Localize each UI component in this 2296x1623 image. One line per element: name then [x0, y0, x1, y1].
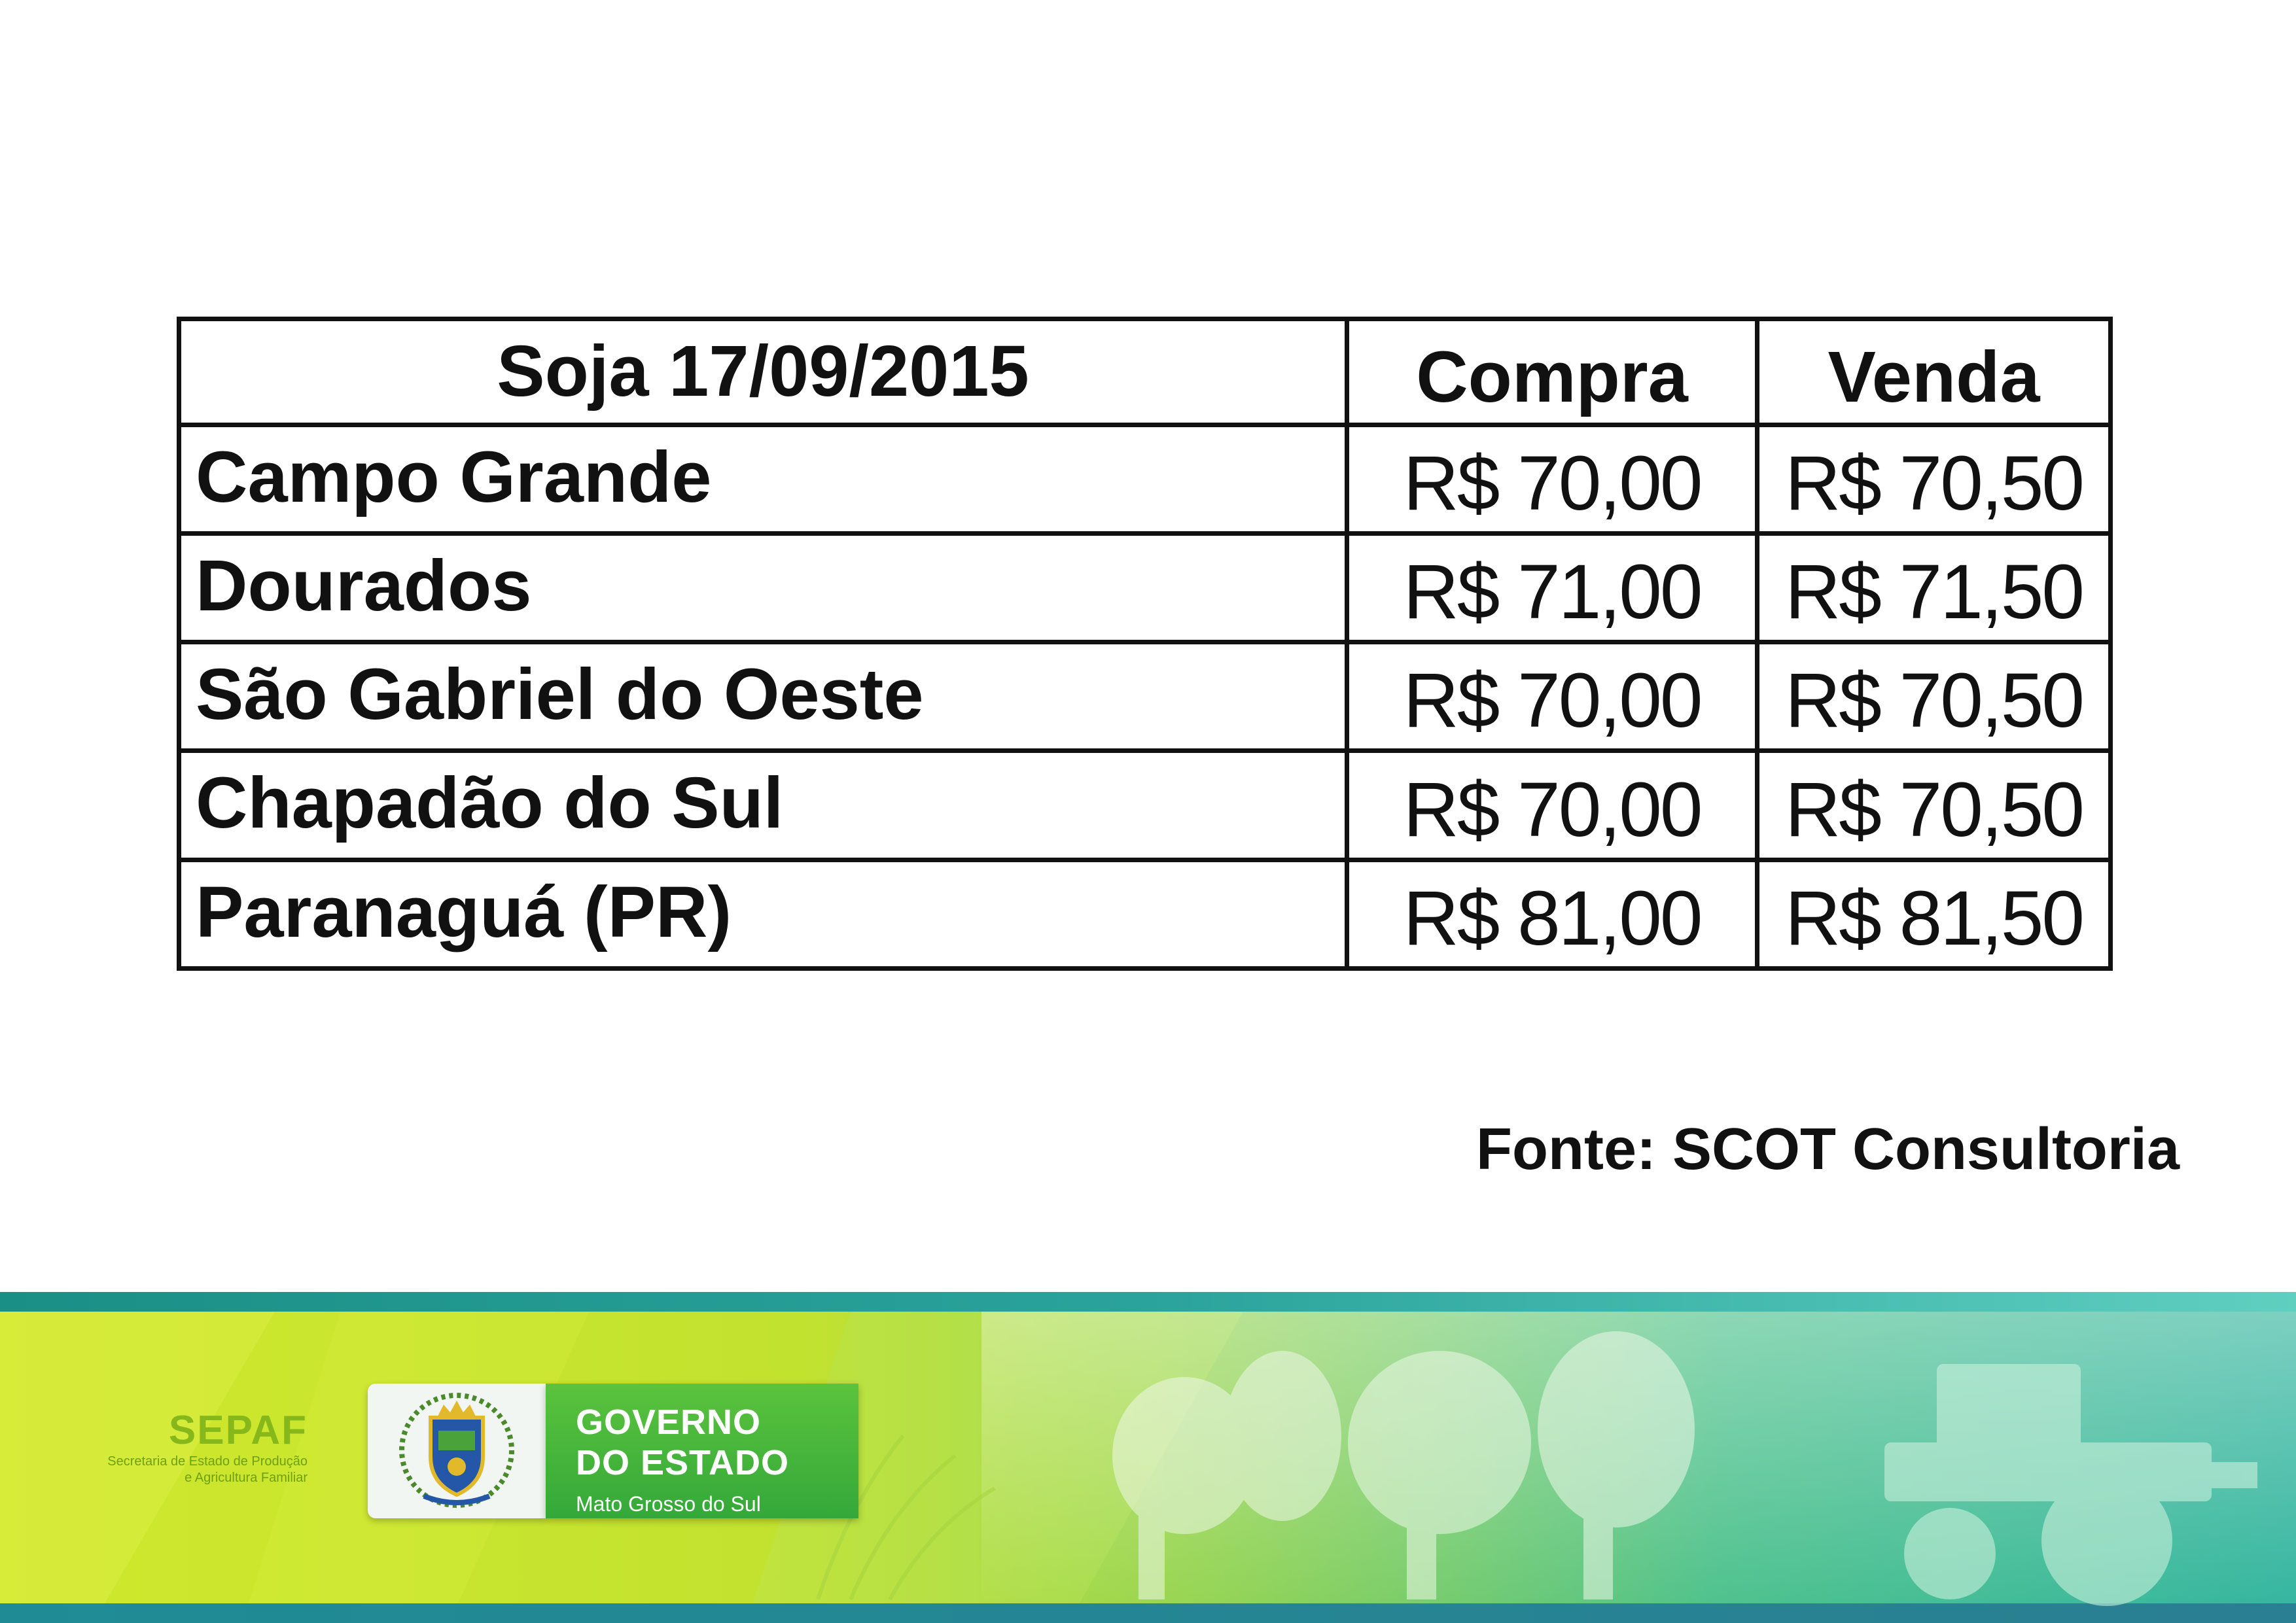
row-venda: R$ 70,50: [1757, 751, 2111, 860]
row-city: Paranaguá (PR): [179, 860, 1347, 968]
state-coat-of-arms-icon: [398, 1391, 516, 1509]
government-logo: [546, 1384, 858, 1518]
table-row: [179, 425, 2111, 533]
table-header-row: [179, 319, 2111, 425]
table-row: [179, 642, 2111, 751]
source-credit: Fonte: SCOT Consultoria: [1476, 1117, 2180, 1182]
table-row: [179, 860, 2111, 968]
sepaf-subtitle-line1: Secretaria de Estado de Produção: [107, 1454, 308, 1469]
row-city: Campo Grande: [179, 425, 1347, 533]
state-crest-panel: [368, 1384, 546, 1518]
row-venda: R$ 71,50: [1757, 533, 2111, 642]
table-row: [179, 533, 2111, 642]
row-venda: R$ 70,50: [1757, 425, 2111, 533]
row-city: São Gabriel do Oeste: [179, 642, 1347, 751]
gov-line-2: DO ESTADO: [576, 1443, 790, 1483]
row-compra: R$ 81,00: [1347, 860, 1757, 968]
table-row: [179, 751, 2111, 860]
row-venda: R$ 81,50: [1757, 860, 2111, 968]
sepaf-title: SEPAF: [168, 1408, 308, 1453]
sepaf-logo: [26, 1407, 308, 1486]
row-compra: R$ 71,00: [1347, 533, 1757, 642]
row-city: Chapadão do Sul: [179, 751, 1347, 860]
header-venda: Venda: [1757, 319, 2111, 425]
header-commodity-date: Soja 17/09/2015: [179, 319, 1347, 425]
footer-banner: [0, 1292, 2296, 1623]
row-compra: R$ 70,00: [1347, 751, 1757, 860]
row-compra: R$ 70,00: [1347, 642, 1757, 751]
footer-background-image: [0, 1292, 2296, 1623]
sepaf-subtitle-line2: e Agricultura Familiar: [185, 1471, 308, 1485]
row-venda: R$ 70,50: [1757, 642, 2111, 751]
row-city: Dourados: [179, 533, 1347, 642]
gov-state-name: Mato Grosso do Sul: [576, 1492, 761, 1516]
header-compra: Compra: [1347, 319, 1757, 425]
row-compra: R$ 70,00: [1347, 425, 1757, 533]
gov-line-1: GOVERNO: [576, 1403, 762, 1442]
soy-price-table: [177, 317, 2113, 971]
